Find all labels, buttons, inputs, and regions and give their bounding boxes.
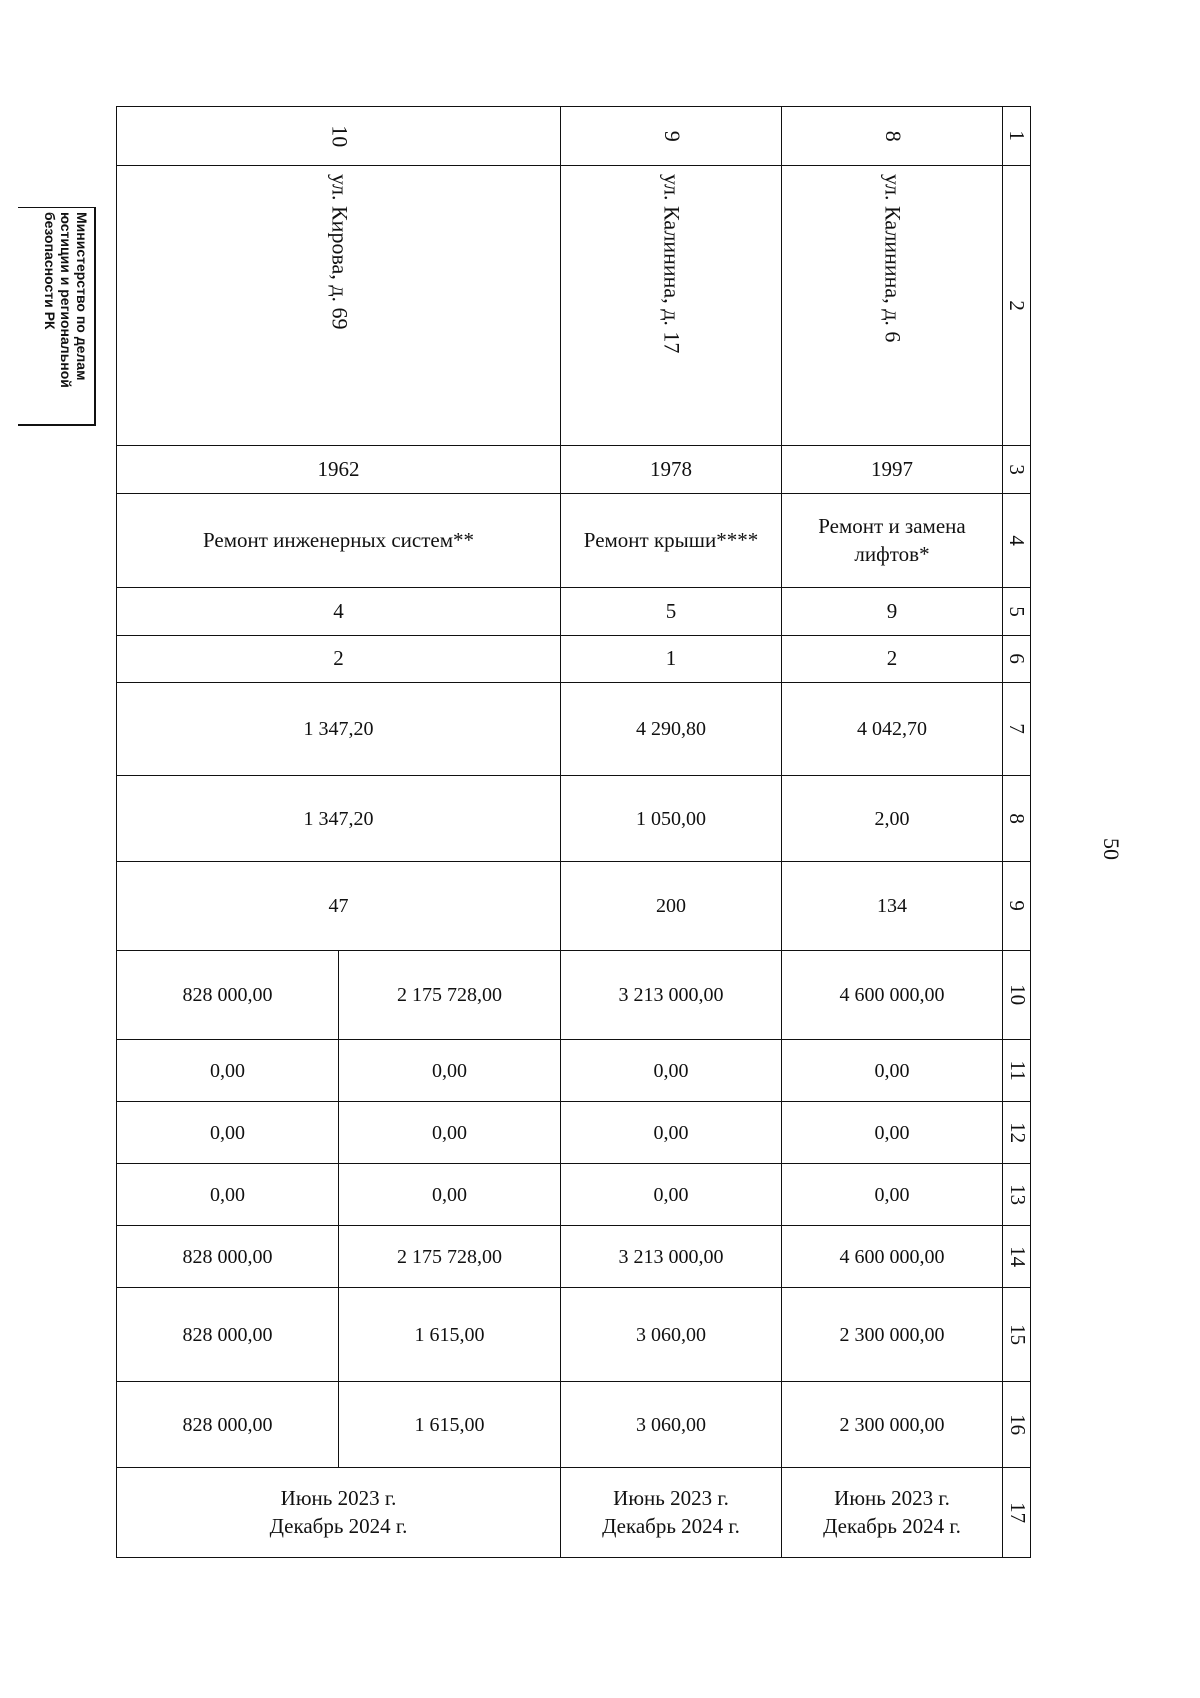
cell: 200	[561, 862, 782, 951]
cell: 1962	[117, 446, 561, 494]
column-number: 9	[659, 130, 685, 142]
stamp-line-2: юстиции и региональной	[57, 212, 74, 388]
row-number-cell	[1003, 951, 1031, 1040]
row-number-cell	[1003, 166, 1031, 446]
date-end: Декабрь 2024 г.	[602, 1513, 740, 1538]
data-table	[116, 106, 1031, 1558]
table-row	[117, 636, 1031, 683]
address: ул. Калинина, д. 17	[659, 174, 685, 354]
table-row	[117, 588, 1031, 636]
row-number: 9	[1005, 900, 1030, 912]
table-row	[117, 446, 1031, 494]
cell: 4 290,80	[561, 683, 782, 776]
cell: 828 000,00	[117, 1288, 339, 1382]
cell: 3 213 000,00	[561, 951, 782, 1040]
row-number-cell	[1003, 107, 1031, 166]
cell: Ремонт инженерных систем**	[117, 494, 561, 588]
row-number-cell	[1003, 1040, 1031, 1102]
table-row	[117, 1382, 1031, 1468]
table-row	[117, 862, 1031, 951]
address: ул. Кирова, д. 69	[326, 174, 352, 330]
table-row	[117, 1226, 1031, 1288]
cell: 828 000,00	[117, 951, 339, 1040]
cell: 0,00	[561, 1040, 782, 1102]
row-number-cell	[1003, 1164, 1031, 1226]
cell: 2,00	[782, 776, 1003, 862]
table-row	[117, 1040, 1031, 1102]
cell: 1	[561, 636, 782, 683]
row-number-cell	[1003, 1102, 1031, 1164]
row-number: 14	[1006, 1245, 1031, 1267]
cell: 828 000,00	[117, 1226, 339, 1288]
row-number-cell	[1003, 776, 1031, 862]
cell: 0,00	[117, 1164, 339, 1226]
cell: 2 300 000,00	[782, 1288, 1003, 1382]
cell: 0,00	[339, 1164, 561, 1226]
table-row	[117, 776, 1031, 862]
cell: 0,00	[117, 1040, 339, 1102]
cell	[561, 107, 782, 166]
cell: 0,00	[782, 1102, 1003, 1164]
cell: Ремонт и замена лифтов*	[782, 494, 1003, 588]
cell	[782, 107, 1003, 166]
row-number: 6	[1005, 653, 1030, 665]
cell: 0,00	[561, 1164, 782, 1226]
row-number: 13	[1006, 1183, 1031, 1205]
cell: 0,00	[782, 1040, 1003, 1102]
date-start: Июнь 2023 г.	[834, 1486, 950, 1511]
row-number-cell	[1003, 862, 1031, 951]
table-row	[117, 1468, 1031, 1558]
cell: 0,00	[561, 1102, 782, 1164]
cell: 9	[782, 588, 1003, 636]
cell: Ремонт крыши****	[561, 494, 782, 588]
cell: 2	[782, 636, 1003, 683]
row-number-cell	[1003, 636, 1031, 683]
cell: 2 300 000,00	[782, 1382, 1003, 1468]
date-start: Июнь 2023 г.	[280, 1486, 397, 1511]
page-number: 50	[1099, 838, 1124, 860]
table-row	[117, 951, 1031, 1040]
address-cell	[117, 166, 561, 446]
cell: 4	[117, 588, 561, 636]
cell: 0,00	[339, 1040, 561, 1102]
cell: 1 615,00	[339, 1288, 561, 1382]
cell: 4 600 000,00	[782, 1226, 1003, 1288]
row-number: 1	[1005, 130, 1030, 142]
date-start: Июнь 2023 г.	[613, 1486, 729, 1511]
row-number: 2	[1005, 300, 1030, 311]
cell: 0,00	[782, 1164, 1003, 1226]
date-end: Декабрь 2024 г.	[823, 1513, 961, 1538]
cell: 828 000,00	[117, 1382, 339, 1468]
address: ул. Калинина, д. 6	[880, 174, 906, 343]
row-number: 7	[1005, 723, 1030, 735]
row-number: 4	[1005, 535, 1030, 546]
table-row	[117, 166, 1031, 446]
row-number-cell	[1003, 1226, 1031, 1288]
table-row	[117, 107, 1031, 166]
table-row	[117, 683, 1031, 776]
row-number-cell	[1003, 1468, 1031, 1558]
cell: 2 175 728,00	[339, 1226, 561, 1288]
column-number: 10	[326, 125, 352, 147]
cell: 0,00	[339, 1102, 561, 1164]
row-number: 16	[1006, 1413, 1031, 1435]
row-number-cell	[1003, 1382, 1031, 1468]
table-row	[117, 1102, 1031, 1164]
address-cell	[782, 166, 1003, 446]
cell: 3 060,00	[561, 1382, 782, 1468]
row-number-cell	[1003, 1288, 1031, 1382]
cell: 1 050,00	[561, 776, 782, 862]
cell: 4 042,70	[782, 683, 1003, 776]
cell: 1 347,20	[117, 776, 561, 862]
stamp-line-3: безопасности РК	[41, 212, 58, 330]
row-number-cell	[1003, 494, 1031, 588]
table-row	[117, 1164, 1031, 1226]
stamp-line-1: Министерство по делам	[74, 212, 90, 381]
address-cell	[561, 166, 782, 446]
cell: 3 213 000,00	[561, 1226, 782, 1288]
cell: 1 347,20	[117, 683, 561, 776]
row-number: 17	[1006, 1501, 1031, 1523]
cell: 134	[782, 862, 1003, 951]
cell: 5	[561, 588, 782, 636]
cell	[117, 1468, 561, 1558]
cell: 1 615,00	[339, 1382, 561, 1468]
row-number-cell	[1003, 683, 1031, 776]
cell	[782, 1468, 1003, 1558]
row-number-cell	[1003, 446, 1031, 494]
row-number: 3	[1005, 464, 1030, 475]
row-number: 5	[1005, 606, 1030, 617]
row-number: 12	[1006, 1121, 1031, 1143]
date-end: Декабрь 2024 г.	[269, 1513, 408, 1538]
cell	[117, 107, 561, 166]
cell: 2	[117, 636, 561, 683]
row-number: 8	[1005, 813, 1030, 824]
row-number-cell	[1003, 588, 1031, 636]
cell: 4 600 000,00	[782, 951, 1003, 1040]
cell: 3 060,00	[561, 1288, 782, 1382]
row-number: 11	[1005, 1060, 1030, 1081]
row-number: 15	[1006, 1323, 1031, 1345]
cell	[561, 1468, 782, 1558]
table-row	[117, 494, 1031, 588]
cell: 1978	[561, 446, 782, 494]
cell: 47	[117, 862, 561, 951]
column-number: 8	[880, 130, 906, 142]
cell: 0,00	[117, 1102, 339, 1164]
cell: 2 175 728,00	[339, 951, 561, 1040]
table-row	[117, 1288, 1031, 1382]
cell: 1997	[782, 446, 1003, 494]
ministry-stamp	[18, 207, 96, 426]
row-number: 10	[1006, 984, 1031, 1006]
